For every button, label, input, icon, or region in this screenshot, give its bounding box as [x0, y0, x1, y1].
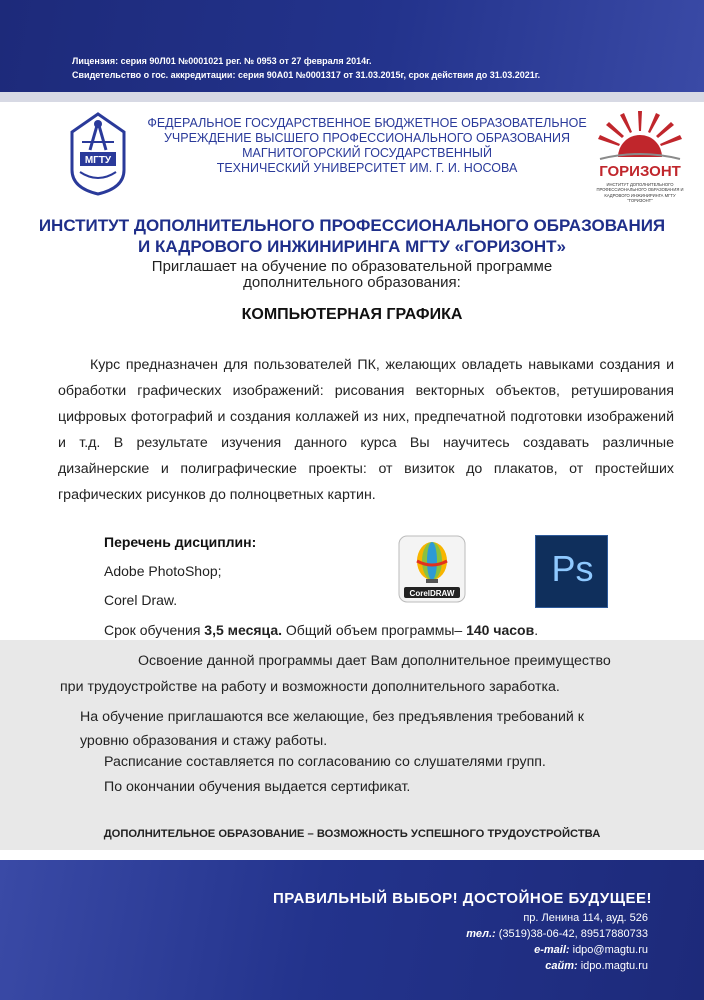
discipline-item: Adobe PhotoShop;	[104, 563, 222, 579]
license-line: Лицензия: серия 90Л01 №0001021 рег. № 0953 от 27 февраля 2014г.	[72, 56, 372, 66]
slogan: ПРАВИЛЬНЫЙ ВЫБОР! ДОСТОЙНОЕ БУДУЩЕЕ!	[272, 890, 652, 907]
institute-title-line: ИНСТИТУТ ДОПОЛНИТЕЛЬНОГО ПРОФЕССИОНАЛЬНОГО ОБРАЗОВАНИЯ	[38, 216, 666, 235]
horizont-brand: ГОРИЗОНТ	[599, 163, 681, 180]
term-hours: 140 часов	[466, 622, 535, 638]
phone-value: (3519)38-06-42, 89517880733	[495, 928, 648, 940]
course-description	[58, 352, 674, 508]
info-line: Расписание составляется по согласованию со слушателями групп.	[104, 754, 546, 770]
term-suffix: .	[534, 622, 539, 638]
accreditation-line: Свидетельство о гос. аккредитации: серия 90А01 №0001317 от 31.03.2015г, срок действия до 31.03.2021г.	[72, 70, 541, 80]
email	[534, 944, 648, 956]
mgtu-seal-logo	[68, 112, 128, 196]
email-value[interactable]: idpo@magtu.ru	[569, 944, 648, 956]
website-value[interactable]: idpo.magtu.ru	[577, 960, 648, 972]
federal-line: ТЕХНИЧЕСКИЙ УНИВЕРСИТЕТ ИМ. Г. И. НОСОВА	[216, 161, 518, 175]
info-line: при трудоустройстве на работу и возможности дополнительного заработка.	[60, 679, 560, 695]
course-title: КОМПЬЮТЕРНАЯ ГРАФИКА	[241, 306, 463, 323]
description-paragraph: Курс предназначен для пользователей ПК, желающих овладеть навыками создания и обработки графических изображений: рисования векторных объектов, ретуширования цифровых фотографий и создания коллажей из них, предпечатной подготовки изображений и т.д. В результате изучения данного курса Вы научитесь создавать различные дизайнерские и полиграфические проекты: от визиток до плакатов, от простейших графических рисунков до полноцветных картин.	[58, 357, 674, 503]
address: пр. Ленина 114, ауд. 526	[523, 912, 648, 924]
disciplines-title: Перечень дисциплин:	[104, 534, 257, 550]
federal-line: УЧРЕЖДЕНИЕ ВЫСШЕГО ПРОФЕССИОНАЛЬНОГО ОБРАЗОВАНИЯ	[163, 131, 571, 145]
horizont-subtitle: ИНСТИТУТ ДОПОЛНИТЕЛЬНОГО ПРОФЕССИОНАЛЬНОГО ОБРАЗОВАНИЯ И КАДРОВОГО ИНЖИНИРИНГА МГТУ "ГОРИЗОНТ"	[596, 182, 684, 204]
federal-line: МАГНИТОГОРСКИЙ ГОСУДАРСТВЕННЫЙ	[242, 146, 492, 160]
institute-title-line: И КАДРОВОГО ИНЖИНИРИНГА МГТУ «ГОРИЗОНТ»	[138, 237, 566, 256]
info-line: уровню образования и стажу работы.	[80, 733, 328, 749]
study-term	[104, 622, 538, 638]
federal-institution-text	[142, 116, 592, 176]
coreldraw-icon	[398, 535, 466, 603]
motto: ДОПОЛНИТЕЛЬНОЕ ОБРАЗОВАНИЕ – ВОЗМОЖНОСТЬ УСПЕШНОГО ТРУДОУСТРОЙСТВА	[103, 828, 601, 840]
top-band	[0, 0, 704, 92]
email-label: e-mail:	[534, 944, 570, 956]
term-middle: Общий объем программы–	[282, 622, 467, 638]
invitation-text	[0, 259, 704, 291]
photoshop-label: Ps	[551, 548, 594, 589]
term-prefix: Срок обучения	[104, 622, 205, 638]
website	[545, 960, 648, 972]
institute-title	[0, 215, 704, 257]
website-label: сайт:	[545, 960, 578, 972]
phone	[466, 928, 648, 940]
coreldraw-label: CorelDRAW	[409, 589, 455, 598]
info-line: Освоение данной программы дает Вам дополнительное преимущество	[138, 653, 611, 669]
info-line: На обучение приглашаются все желающие, без предъявления требований к	[80, 709, 584, 725]
phone-label: тел.:	[466, 928, 496, 940]
sunrise-icon	[590, 105, 690, 163]
seal-text: МГТУ	[84, 155, 112, 166]
horizont-logo	[590, 105, 690, 205]
discipline-item: Corel Draw.	[104, 592, 178, 608]
info-line: По окончании обучения выдается сертификат.	[104, 779, 411, 795]
invitation-line: Приглашает на обучение по образовательной программе	[151, 258, 553, 275]
photoshop-icon	[535, 535, 608, 608]
term-duration: 3,5 месяца.	[204, 622, 283, 638]
federal-line: ФЕДЕРАЛЬНОЕ ГОСУДАРСТВЕННОЕ БЮДЖЕТНОЕ ОБРАЗОВАТЕЛЬНОЕ	[147, 116, 587, 130]
header-strip	[0, 92, 704, 102]
invitation-line: дополнительного образования:	[243, 274, 461, 291]
